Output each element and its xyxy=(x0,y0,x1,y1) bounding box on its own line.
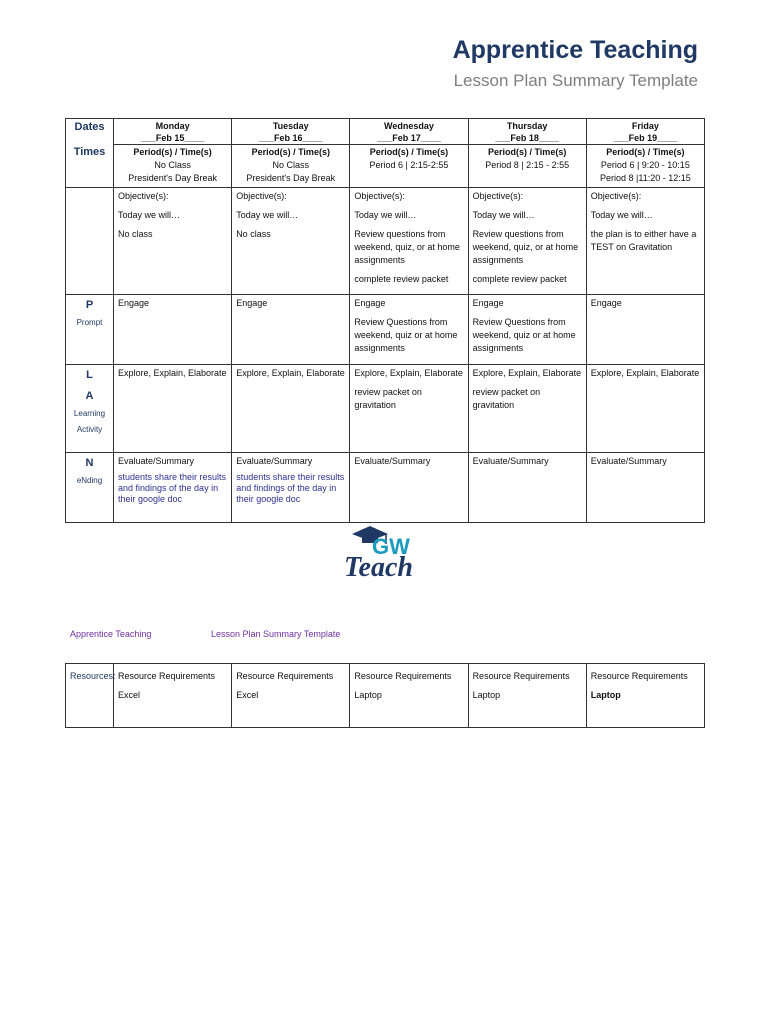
objective-cell-friday xyxy=(586,188,704,295)
dates-row xyxy=(66,119,705,188)
resource-value: Laptop xyxy=(354,690,382,700)
evaluate-label: Evaluate/Summary xyxy=(354,456,431,466)
document-title: Apprentice Teaching xyxy=(452,36,698,64)
footer-left-text: Apprentice Teaching xyxy=(70,629,152,639)
period-header: Period(s) / Time(s) xyxy=(587,144,704,159)
resource-value: Laptop xyxy=(472,690,501,700)
ending-letter: N xyxy=(85,457,94,469)
engage-cell-friday xyxy=(586,295,704,365)
learning-activity-row xyxy=(66,365,705,453)
period-header: Period(s) / Time(s) xyxy=(350,144,467,159)
objective-label: Objective(s): xyxy=(354,191,405,201)
engage-text: Review Questions from weekend, quiz or at home assignments xyxy=(354,317,458,353)
objective-label: Objective(s): xyxy=(236,191,287,201)
evaluate-label: Evaluate/Summary xyxy=(590,456,667,466)
resource-header: Resource Requirements xyxy=(472,671,570,681)
learning-letter-a: A xyxy=(85,390,94,402)
resource-cell-thursday xyxy=(468,664,586,728)
engage-cell-monday xyxy=(114,295,232,365)
evaluate-cell-thursday xyxy=(468,453,586,523)
resource-cell-monday xyxy=(114,664,232,728)
evaluate-cell-wednesday xyxy=(350,453,468,523)
evaluate-label: Evaluate/Summary xyxy=(118,456,195,466)
resource-cell-wednesday xyxy=(350,664,468,728)
objective-label: Objective(s): xyxy=(472,191,524,201)
engage-cell-wednesday xyxy=(350,295,468,365)
resource-header: Resource Requirements xyxy=(118,671,216,681)
day-header-wednesday xyxy=(350,119,468,188)
objective-cell-wednesday xyxy=(350,188,468,295)
period-header: Period(s) / Time(s) xyxy=(232,144,349,159)
learning-side-cell xyxy=(66,365,114,453)
explore-cell-friday xyxy=(586,365,704,453)
time-line: Period 8 |11:20 - 12:15 xyxy=(600,173,691,183)
resource-header: Resource Requirements xyxy=(236,671,334,681)
time-line: President's Day Break xyxy=(128,173,217,183)
resources-row xyxy=(66,664,705,728)
resources-table xyxy=(65,663,705,728)
period-header: Period(s) / Time(s) xyxy=(469,144,586,159)
today-text: the plan is to either have a TEST on Gravitation xyxy=(590,229,697,252)
time-line: Period 6 | 9:20 - 10:15 xyxy=(600,160,690,170)
explore-label: Explore, Explain, Elaborate xyxy=(118,368,227,378)
explore-cell-thursday xyxy=(468,365,586,453)
day-name: Thursday xyxy=(506,121,548,131)
explore-label: Explore, Explain, Elaborate xyxy=(236,368,345,378)
dates-label: Dates xyxy=(74,121,105,133)
today-label: Today we will… xyxy=(590,210,653,220)
day-date: ___Feb 15____ xyxy=(140,133,205,143)
learning-word: Learning xyxy=(73,409,106,418)
graduation-cap-icon xyxy=(340,522,440,582)
today-label: Today we will… xyxy=(472,210,535,220)
explore-cell-monday xyxy=(114,365,232,453)
activity-word: Activity xyxy=(76,425,103,434)
engage-label: Engage xyxy=(236,298,268,308)
logo-gw-text: GW xyxy=(372,534,410,559)
lesson-plan-table xyxy=(65,118,705,523)
period-header: Period(s) / Time(s) xyxy=(114,144,231,159)
resources-side-cell xyxy=(66,664,114,728)
resource-header: Resource Requirements xyxy=(590,671,688,681)
day-header-tuesday xyxy=(232,119,350,188)
day-name: Monday xyxy=(155,121,190,131)
explore-text: review packet on gravitation xyxy=(354,387,422,410)
review-packet-text: complete review packet xyxy=(354,274,449,284)
explore-label: Explore, Explain, Elaborate xyxy=(354,368,463,378)
prompt-letter: P xyxy=(85,299,94,311)
resource-value: Excel xyxy=(118,690,141,700)
explore-label: Explore, Explain, Elaborate xyxy=(472,368,582,378)
day-header-thursday xyxy=(468,119,586,188)
review-packet-text: complete review packet xyxy=(472,274,567,284)
today-label: Today we will… xyxy=(236,210,299,220)
gw-teach-logo xyxy=(340,522,440,582)
day-name: Wednesday xyxy=(384,121,434,131)
objective-label: Objective(s): xyxy=(118,191,169,201)
evaluate-cell-friday xyxy=(586,453,704,523)
day-date: ___Feb 18____ xyxy=(495,133,559,143)
engage-label: Engage xyxy=(118,298,150,308)
today-text: No class xyxy=(118,229,153,239)
evaluate-cell-tuesday xyxy=(232,453,350,523)
today-label: Today we will… xyxy=(118,210,181,220)
times-label: Times xyxy=(73,146,106,158)
today-label: Today we will… xyxy=(354,210,417,220)
day-date: ___Feb 16____ xyxy=(259,133,323,143)
evaluate-label: Evaluate/Summary xyxy=(472,456,549,466)
prompt-word: Prompt xyxy=(76,318,103,327)
explore-text: review packet on gravitation xyxy=(472,387,541,410)
logo-teach-text: Teach xyxy=(344,552,413,582)
time-line: Period 6 | 2:15-2:55 xyxy=(369,160,449,170)
resource-value: Laptop xyxy=(590,690,621,700)
dates-times-label-cell xyxy=(66,119,114,188)
resource-cell-tuesday xyxy=(232,664,350,728)
document-subtitle: Lesson Plan Summary Template xyxy=(453,71,698,90)
day-date: ___Feb 17____ xyxy=(377,133,441,143)
resources-label: Resources: xyxy=(70,671,116,681)
resource-cell-friday xyxy=(586,664,704,728)
engage-text: Review Questions from weekend, quiz or at home assignments xyxy=(472,317,576,353)
engage-label: Engage xyxy=(590,298,622,308)
time-line: No Class xyxy=(272,160,310,170)
prompt-row xyxy=(66,295,705,365)
engage-cell-tuesday xyxy=(232,295,350,365)
day-header-friday xyxy=(586,119,704,188)
today-text: Review questions from weekend, quiz, or at home assignments xyxy=(354,229,460,265)
explore-cell-wednesday xyxy=(350,365,468,453)
objective-cell-thursday xyxy=(468,188,586,295)
today-text: No class xyxy=(236,229,271,239)
time-line: President's Day Break xyxy=(246,173,336,183)
resource-header: Resource Requirements xyxy=(354,671,452,681)
explore-cell-tuesday xyxy=(232,365,350,453)
day-date: ___Feb 19____ xyxy=(613,133,678,143)
learning-letter-l: L xyxy=(86,369,93,381)
engage-label: Engage xyxy=(472,298,504,308)
objective-label: Objective(s): xyxy=(590,191,642,201)
day-header-monday xyxy=(114,119,232,188)
engage-label: Engage xyxy=(354,298,386,308)
day-name: Friday xyxy=(631,121,659,131)
objective-cell-monday xyxy=(114,188,232,295)
time-line: Period 8 | 2:15 - 2:55 xyxy=(485,160,570,170)
ending-side-cell xyxy=(66,453,114,523)
objectives-row xyxy=(66,188,705,295)
evaluate-text: students share their results and findings of the day in their google doc xyxy=(118,472,227,504)
evaluate-cell-monday xyxy=(114,453,232,523)
ending-word: eNding xyxy=(76,476,103,485)
evaluate-text: students share their results and findings of the day in their google doc xyxy=(236,472,345,504)
day-name: Tuesday xyxy=(272,121,309,131)
objective-cell-tuesday xyxy=(232,188,350,295)
engage-cell-thursday xyxy=(468,295,586,365)
evaluate-label: Evaluate/Summary xyxy=(236,456,313,466)
resource-value: Excel xyxy=(236,690,259,700)
objectives-side-cell xyxy=(66,188,114,295)
today-text: Review questions from weekend, quiz, or at home assignments xyxy=(472,229,579,265)
explore-label: Explore, Explain, Elaborate xyxy=(590,368,700,378)
footer-right-text: Lesson Plan Summary Template xyxy=(211,629,341,639)
prompt-side-cell xyxy=(66,295,114,365)
ending-row xyxy=(66,453,705,523)
time-line: No Class xyxy=(154,160,191,170)
